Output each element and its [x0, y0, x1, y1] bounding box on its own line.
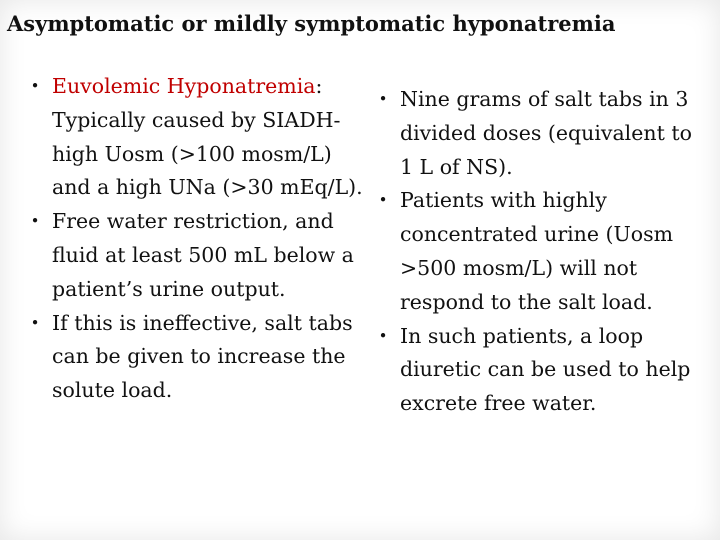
right-bullet-list	[372, 83, 708, 421]
bullet-text: If this is ineffective, salt tabs can be given to increase the solute load.	[52, 310, 353, 403]
bullet-text: Nine grams of salt tabs in 3 divided doses (equivalent to 1 L of NS).	[400, 87, 692, 179]
bullet-text: Patients with highly concentrated urine (Uosm >500 mosm/L) will not respond to the salt load.	[400, 188, 674, 314]
bullet-text: In such patients, a loop diuretic can be used to help excrete free water.	[400, 323, 691, 416]
slide-title: Asymptomatic or mildly symptomatic hyponatremia	[7, 11, 616, 36]
bullet-marker: •	[378, 90, 388, 108]
bullet-marker: •	[30, 313, 40, 332]
bullet-euvolemic-hyponatremia	[24, 70, 364, 205]
bullet-marker: •	[378, 326, 388, 345]
bullet-loop-diuretic	[372, 320, 708, 421]
bullet-text: : Typically caused by SIADH- high Uosm (>100 mosm/L) and a high UNa (>30 mEq/L).	[52, 74, 363, 200]
bullet-text: Free water restriction, and fluid at least 500 mL below a patient’s urine output.	[52, 209, 354, 301]
bullet-salt-tabs-if-ineffective	[24, 307, 364, 408]
bullet-free-water-restriction	[24, 205, 364, 306]
bullet-marker: •	[378, 191, 388, 210]
bullet-marker: •	[30, 212, 40, 231]
left-bullet-list	[24, 70, 364, 408]
highlight-term: Euvolemic Hyponatremia	[52, 74, 316, 98]
bullet-marker: •	[30, 77, 40, 95]
bullet-salt-tabs-dosing	[372, 83, 708, 184]
bullet-concentrated-urine	[372, 184, 708, 319]
